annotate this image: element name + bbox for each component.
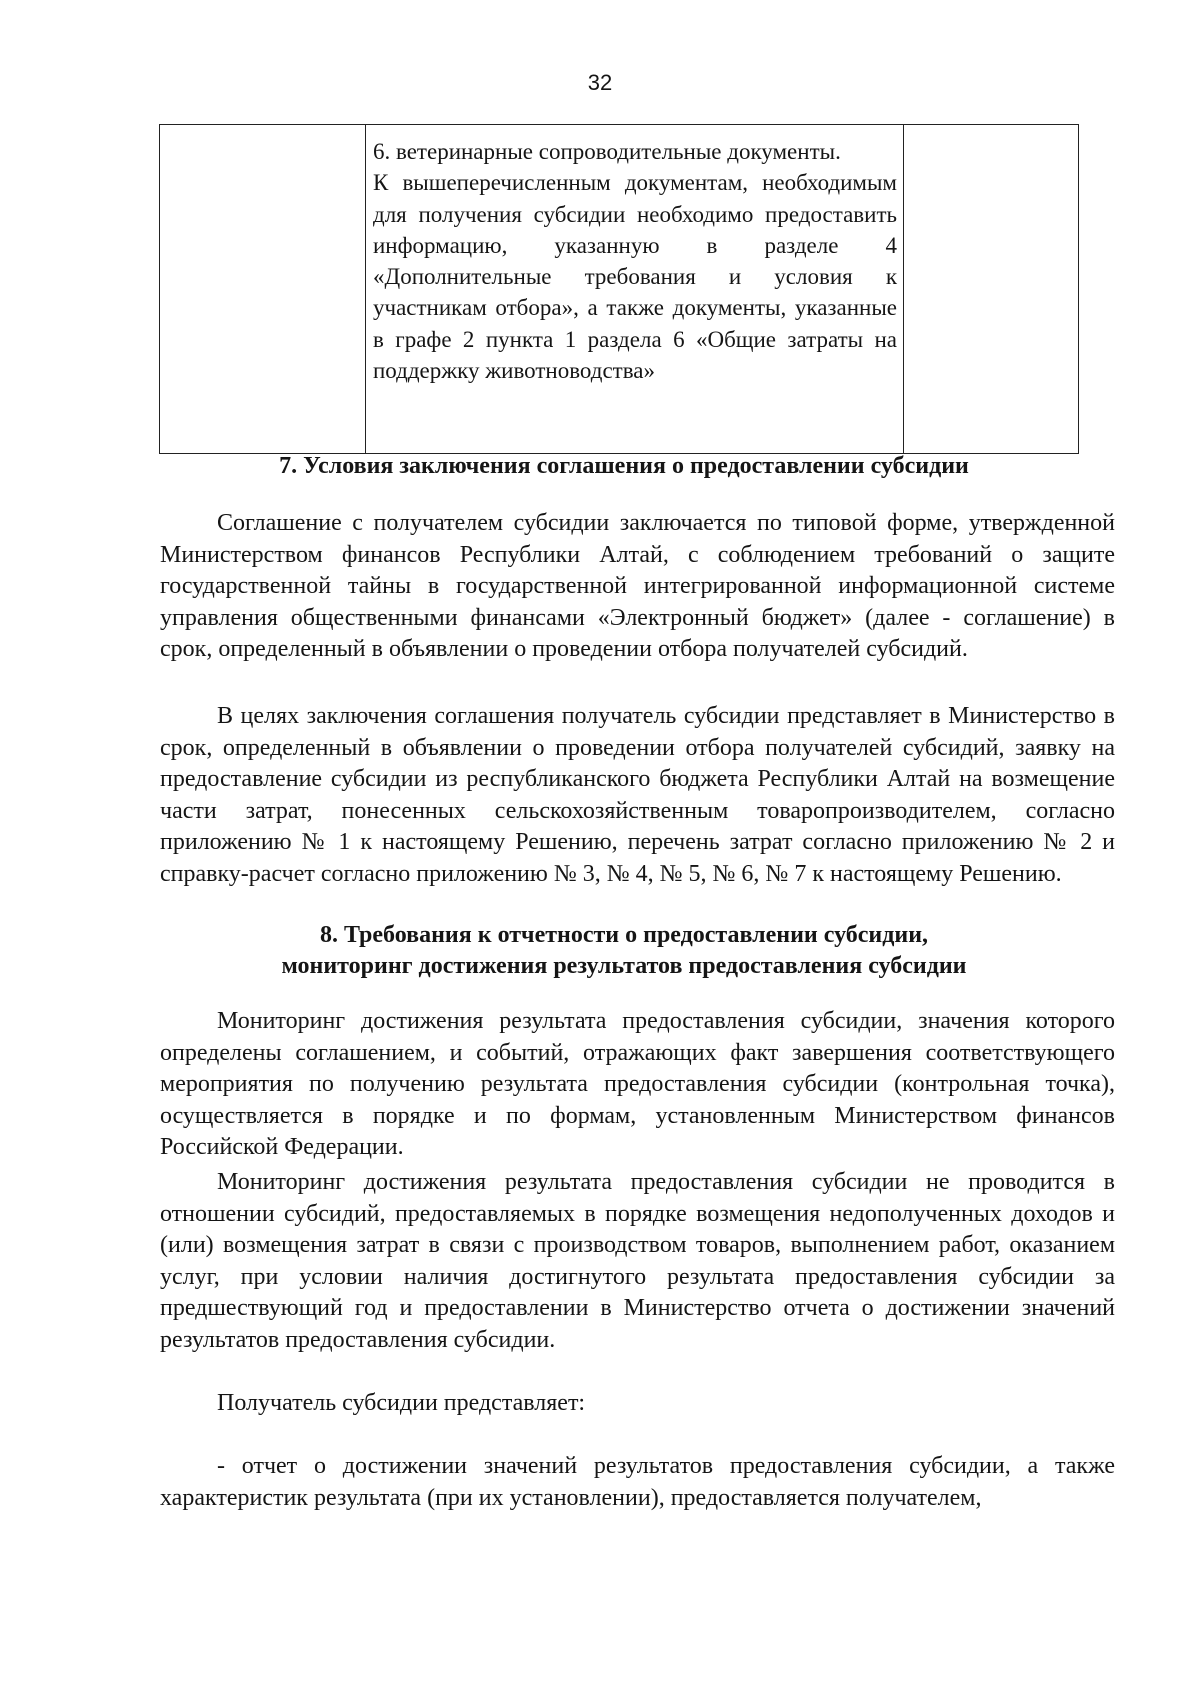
table-cell-empty-left bbox=[160, 125, 366, 454]
section-8-paragraph-3: Получатель субсидии представляет: bbox=[217, 1390, 586, 1416]
table-row bbox=[160, 125, 1079, 454]
page-number: 32 bbox=[587, 70, 613, 95]
section-8-heading-line-2: мониторинг достижения результатов предоставления субсидии bbox=[281, 953, 967, 979]
documents-table bbox=[159, 124, 1079, 454]
table-cell-paragraph: 6. ветеринарные сопроводительные документы. bbox=[373, 139, 841, 164]
section-7-paragraph-2: В целях заключения соглашения получатель субсидии представляет в Министерство в срок, определенный в объявлении о проведении отбора получателей субсидий, заявку на предоставление субсидии из республиканского бюджета Республики Алтай на возмещение части затрат, понесенных сельскохозяйственным товаропроизводителем, согласно приложению № 1 к настоящему Решению, перечень затрат согласно приложению № 2 и справку-расчет согласно приложению № 3, № 4, № 5, № 6, № 7 к настоящему Решению. bbox=[160, 703, 1115, 887]
section-8-paragraph-4: - отчет о достижении значений результатов предоставления субсидии, а также характеристик результата (при их установлении), предоставляется получателем, bbox=[160, 1453, 1115, 1511]
table-cell-empty-right bbox=[904, 125, 1079, 454]
table-cell-text bbox=[366, 125, 904, 454]
table-cell-paragraph: К вышеперечисленным документам, необходимым для получения субсидии необходимо предоставить информацию, указанную в разделе 4 «Дополнительные требования и условия к участникам отбора», а также документы, указанные в графе 2 пункта 1 раздела 6 «Общие затраты на поддержку животноводства» bbox=[373, 170, 897, 384]
section-7-heading: 7. Условия заключения соглашения о предоставлении субсидии bbox=[279, 453, 969, 479]
section-8-paragraph-2: Мониторинг достижения результата предоставления субсидии не проводится в отношении субсидий, предоставляемых в порядке возмещения недополученных доходов и (или) возмещения затрат в связи с производством товаров, выполнением работ, оказанием услуг, при условии наличия достигнутого результата предоставления субсидии за предшествующий год и предоставлении в Министерство отчета о достижении значений результатов предоставления субсидии. bbox=[160, 1169, 1115, 1353]
section-7-paragraph-1: Соглашение с получателем субсидии заключается по типовой форме, утвержденной Министерством финансов Республики Алтай, с соблюдением требований о защите государственной тайны в государственной интегрированной информационной системе управления общественными финансами «Электронный бюджет» (далее - соглашение) в срок, определенный в объявлении о проведении отбора получателей субсидий. bbox=[160, 510, 1115, 662]
section-8-heading-line-1: 8. Требования к отчетности о предоставлении субсидии, bbox=[319, 922, 929, 948]
section-8-paragraph-1: Мониторинг достижения результата предоставления субсидии, значения которого определены соглашением, и событий, отражающих факт завершения соответствующего мероприятия по получению результата предоставления субсидии (контрольная точка), осуществляется в порядке и по формам, установленным Министерством финансов Российской Федерации. bbox=[160, 1008, 1115, 1160]
